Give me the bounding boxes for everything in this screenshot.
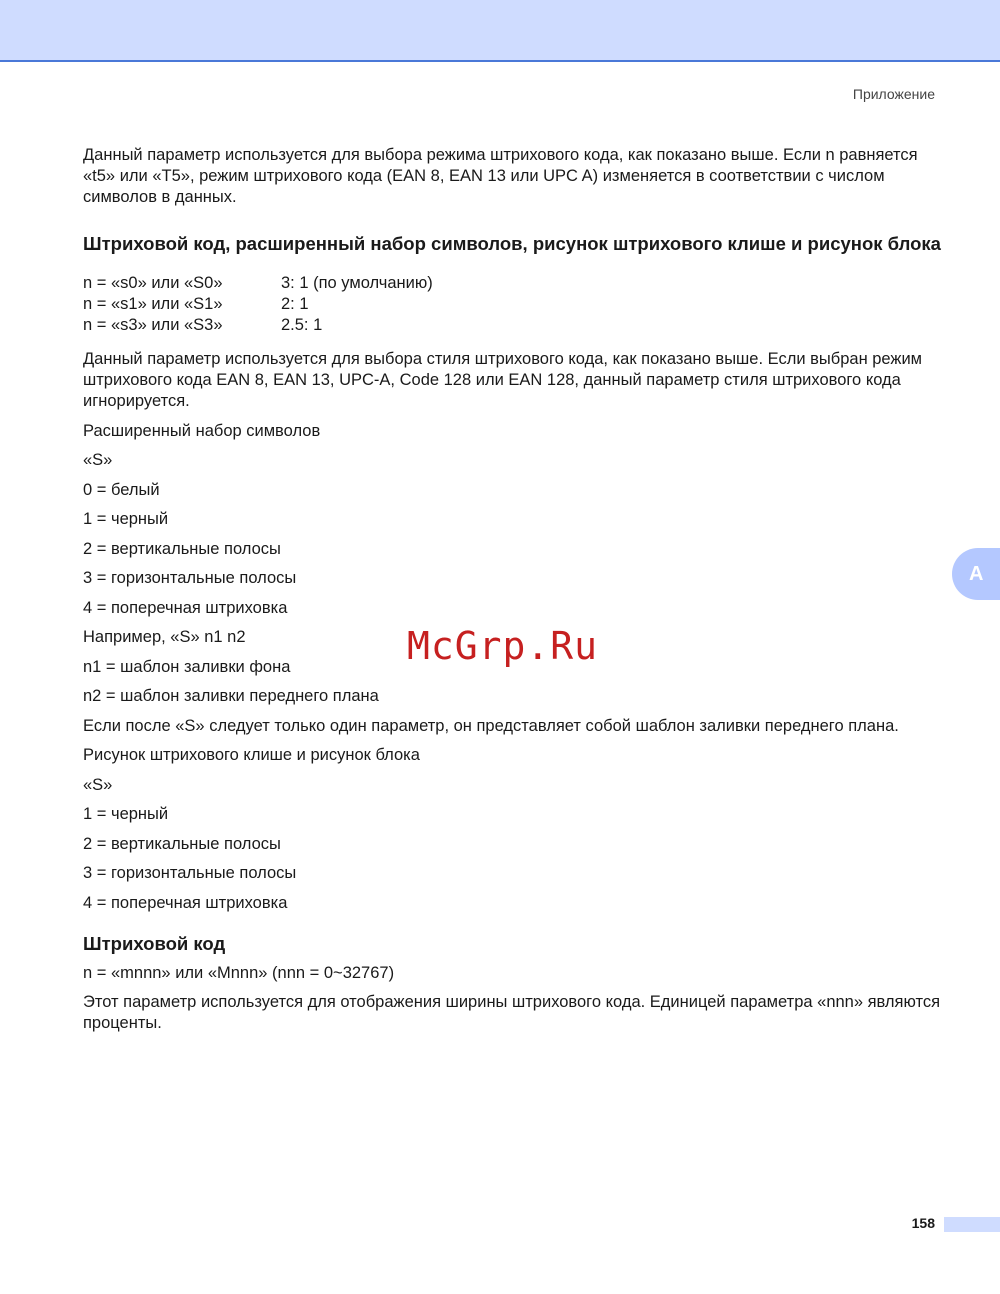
- param-value: 2: 1: [281, 295, 309, 313]
- header-band: [0, 0, 1000, 62]
- pattern-item: 4 = поперечная штриховка: [83, 893, 288, 912]
- ratio-params-table: [83, 273, 433, 336]
- page-content: [83, 145, 943, 1034]
- example-line: Например, «S» n1 n2: [83, 628, 246, 646]
- param-key: n = «s0» или «S0»: [83, 274, 223, 292]
- section-heading-barcode-extended: Штриховой код, расширенный набор символов, рисунок штрихового клише и рисунок блока: [83, 233, 941, 254]
- extended-item: 0 = белый: [83, 480, 160, 499]
- pattern-item: 3 = горизонтальные полосы: [83, 864, 297, 882]
- intro-paragraph: Данный параметр используется для выбора режима штрихового кода, как показано выше. Если n равняется «t5» или «T5», режим штрихового кода (EAN 8, EAN 13 или UPC A) изменяется в соответствии с числом символов в данных.: [83, 146, 918, 206]
- width-paragraph: Этот параметр используется для отображения ширины штрихового кода. Единицей параметра «nnn» являются проценты.: [83, 993, 941, 1032]
- single-param-note: Если после «S» следует только один параметр, он представляет собой шаблон заливки переднего плана.: [83, 716, 899, 735]
- pattern-item: 2 = вертикальные полосы: [83, 834, 281, 853]
- style-paragraph: Данный параметр используется для выбора стиля штрихового кода, как показано выше. Если выбран режим штрихового кода EAN 8, EAN 13, UPC-A, Code 128 или EAN 128, данный параметр стиля штрихового кода игнорируется.: [83, 350, 923, 410]
- watermark: McGrp.Ru: [407, 624, 599, 668]
- extended-command: «S»: [83, 451, 113, 469]
- section-heading-barcode: Штриховой код: [83, 932, 226, 954]
- appendix-tab: [952, 548, 1000, 600]
- extended-item: 3 = горизонтальные полосы: [83, 569, 297, 587]
- pattern-title: Рисунок штрихового клише и рисунок блока: [83, 746, 420, 764]
- pattern-command: «S»: [83, 775, 113, 794]
- running-header: Приложение: [852, 86, 935, 102]
- appendix-tab-label: A: [969, 562, 984, 585]
- param-row: [83, 294, 433, 315]
- extended-item: 1 = черный: [83, 510, 169, 528]
- param-value: 2.5: 1: [281, 316, 323, 334]
- footer-bar: [944, 1217, 1000, 1232]
- extended-title: Расширенный набор символов: [83, 421, 321, 440]
- param-key: n = «s3» или «S3»: [83, 316, 223, 334]
- extended-item: 4 = поперечная штриховка: [83, 598, 288, 617]
- param-key: n = «s1» или «S1»: [83, 295, 223, 313]
- param-row: [83, 315, 433, 336]
- pattern-item: 1 = черный: [83, 805, 169, 823]
- param-row: [83, 273, 433, 294]
- n2-line: n2 = шаблон заливки переднего плана: [83, 687, 379, 705]
- page-number: 158: [911, 1215, 935, 1231]
- width-command: n = «mnnn» или «Mnnn» (nnn = 0~32767): [83, 963, 395, 982]
- extended-item: 2 = вертикальные полосы: [83, 539, 281, 558]
- param-value: 3: 1 (по умолчанию): [281, 274, 433, 292]
- n1-line: n1 = шаблон заливки фона: [83, 657, 291, 676]
